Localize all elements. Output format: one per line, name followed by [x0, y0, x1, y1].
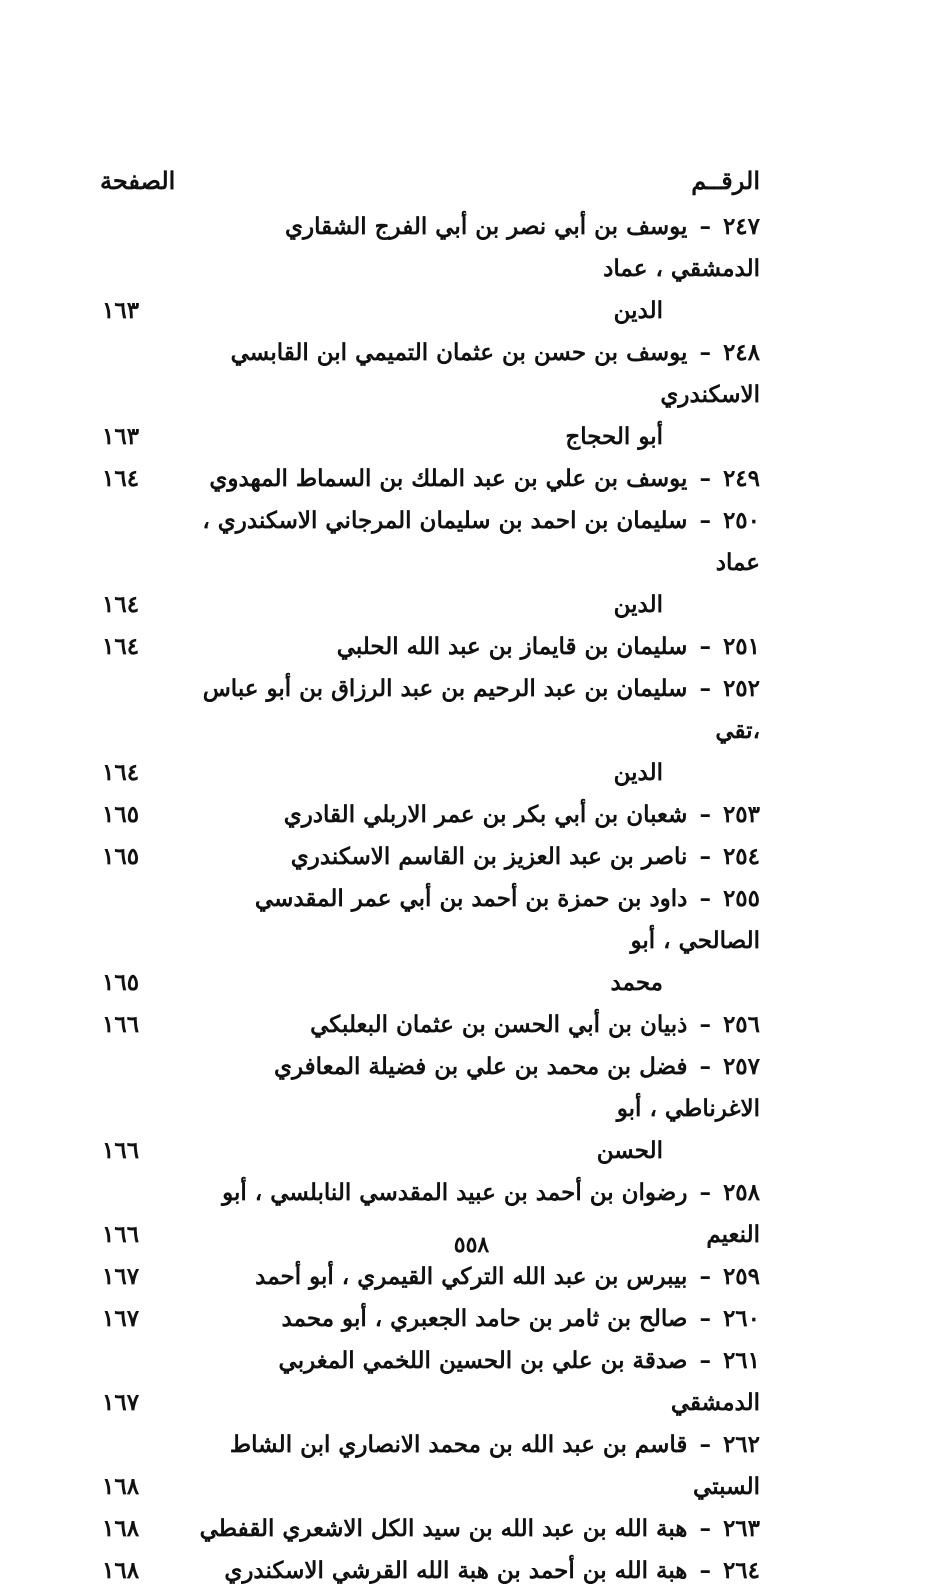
entry-number: ٢٥٢ [722, 675, 760, 702]
page-number: ٥٥٨ [453, 1232, 490, 1258]
entry-name: سليمان بن احمد بن سليمان المرجاني الاسكندري ، عماد [202, 507, 760, 576]
entry-name: صالح بن ثامر بن حامد الجعبري ، أبو محمد [281, 1305, 688, 1332]
entry-continuation: الحسن [596, 1137, 663, 1164]
entry-number: ٢٦٢ [722, 1431, 760, 1458]
entry-name: يوسف بن حسن بن عثمان التميمي ابن القابسي الاسكندري [230, 339, 760, 408]
entry-name: هبة الله بن عبد الله بن سيد الكل الاشعري القفطي [199, 1515, 688, 1542]
entry-page-number: ١٦٤ [102, 633, 140, 660]
entry-page-number: ١٦٨ [102, 1557, 140, 1584]
entry-dash: – [699, 1557, 711, 1584]
index-entry [100, 794, 760, 836]
entry-line [310, 1011, 760, 1038]
entry-line [195, 1046, 760, 1130]
entry-dash: – [699, 1305, 711, 1332]
entry-page-number: ١٦٣ [102, 297, 140, 324]
entry-page-number: ١٦٥ [102, 843, 140, 870]
entry-name: بيبرس بن عبد الله التركي القيمري ، أبو أحمد [255, 1263, 688, 1290]
entry-number: ٢٤٧ [722, 213, 760, 240]
entry-name: قاسم بن عبد الله بن محمد الانصاري ابن الشاط السبتي [229, 1431, 760, 1500]
entry-name: يوسف بن علي بن عبد الملك بن السماط المهدوي [209, 465, 688, 492]
index-entry [100, 1256, 760, 1298]
entry-page-number: ١٦٦ [102, 1011, 140, 1038]
index-entries [100, 206, 760, 1592]
entry-name: صدقة بن علي بن الحسين اللخمي المغربي الدمشقي [278, 1347, 760, 1416]
entry-line [209, 465, 760, 492]
index-entry [100, 1424, 760, 1508]
entry-page-number: ١٦٤ [102, 465, 140, 492]
entry-dash: – [699, 213, 711, 240]
entry-dash: – [699, 801, 711, 828]
index-entry [100, 206, 760, 332]
entry-line [195, 332, 760, 416]
entry-number: ٢٦١ [722, 1347, 760, 1374]
index-entry [100, 668, 760, 794]
entry-name: ذبيان بن أبي الحسن بن عثمان البعلبكي [310, 1011, 688, 1038]
index-header [100, 166, 760, 206]
entry-name: ناصر بن عبد العزيز بن القاسم الاسكندري [290, 843, 688, 870]
entry-dash: – [699, 843, 711, 870]
entry-number: ٢٥٩ [722, 1263, 760, 1290]
entry-page-number: ١٦٨ [102, 1515, 140, 1542]
entry-number: ٢٥٥ [722, 885, 760, 912]
entry-continuation: محمد [610, 969, 663, 996]
entry-number: ٢٤٩ [722, 465, 760, 492]
entry-number: ٢٦٤ [722, 1557, 760, 1584]
entry-name: سليمان بن عبد الرحيم بن عبد الرزاق بن أبو عباس ،تقي [202, 675, 760, 744]
entry-number: ٢٥١ [722, 633, 760, 660]
entry-page-number: ١٦٦ [102, 1137, 140, 1164]
entry-line [195, 500, 760, 584]
index-entry [100, 332, 760, 458]
entry-name: سليمان بن قايماز بن عبد الله الحلبي [336, 633, 688, 660]
entry-dash: – [699, 465, 711, 492]
entry-dash: – [699, 1053, 711, 1080]
entry-line [337, 633, 760, 660]
entry-number: ٢٦٠ [722, 1305, 760, 1332]
entry-line [279, 1347, 760, 1416]
entry-number: ٢٥٦ [722, 1011, 760, 1038]
entry-line [200, 1515, 760, 1542]
entry-line [230, 1431, 760, 1500]
entry-dash: – [699, 1515, 711, 1542]
entry-continuation: الدين [613, 759, 663, 786]
index-entry [100, 626, 760, 668]
entry-number: ٢٥٤ [722, 843, 760, 870]
index-entry [100, 1508, 760, 1550]
entry-line [195, 206, 760, 290]
entry-name: رضوان بن أحمد بن عبيد المقدسي النابلسي ، أبو النعيم [222, 1179, 760, 1248]
entry-page-number: ١٦٧ [102, 1263, 140, 1290]
entry-page-number: ١٦٨ [102, 1473, 140, 1500]
entry-page-number: ١٦٥ [102, 969, 140, 996]
index-entry [100, 836, 760, 878]
entry-page-number: ١٦٤ [102, 759, 140, 786]
entry-continuation: أبو الحجاج [565, 423, 663, 450]
entry-dash: – [699, 507, 711, 534]
entry-line [291, 843, 760, 870]
entry-number: ٢٤٨ [722, 339, 760, 366]
entry-line [224, 1557, 760, 1584]
entry-number: ٢٥٧ [722, 1053, 760, 1080]
entry-dash: – [699, 1179, 711, 1206]
index-entry [100, 500, 760, 626]
entry-page-number: ١٦٣ [102, 423, 140, 450]
page-column-heading: الصفحة [100, 166, 176, 195]
entry-continuation: الدين [613, 297, 663, 324]
number-column-heading: الرقــم [691, 166, 760, 195]
entry-dash: – [699, 339, 711, 366]
entry-name: داود بن حمزة بن أحمد بن أبي عمر المقدسي الصالحي ، أبو [254, 885, 760, 954]
entry-page-number: ١٦٦ [102, 1221, 140, 1248]
index-entry [100, 458, 760, 500]
entry-dash: – [699, 675, 711, 702]
entry-page-number: ١٦٥ [102, 801, 140, 828]
entry-line [195, 668, 760, 752]
entry-number: ٢٦٣ [722, 1515, 760, 1542]
entry-name: فضل بن محمد بن علي بن فضيلة المعافري الاغرناطي ، أبو [273, 1053, 760, 1122]
entry-name: شعبان بن أبي بكر بن عمر الاربلي القادري [283, 801, 688, 828]
entry-line [282, 1305, 760, 1332]
index-entry [100, 1004, 760, 1046]
entry-line [255, 1263, 760, 1290]
index-entry [100, 1046, 760, 1172]
entry-line [284, 801, 760, 828]
entry-number: ٢٥٨ [722, 1179, 760, 1206]
entry-dash: – [699, 1011, 711, 1038]
entry-number: ٢٥٠ [722, 507, 760, 534]
index-entry [100, 878, 760, 1004]
entry-dash: – [699, 885, 711, 912]
entry-dash: – [699, 1431, 711, 1458]
entry-page-number: ١٦٧ [102, 1389, 140, 1416]
entry-page-number: ١٦٧ [102, 1305, 140, 1332]
entry-continuation: الدين [613, 591, 663, 618]
entry-name: يوسف بن أبي نصر بن أبي الفرج الشقاري الدمشقي ، عماد [285, 213, 760, 282]
entry-line [195, 878, 760, 962]
entry-number: ٢٥٣ [722, 801, 760, 828]
index-entry [100, 1298, 760, 1340]
entry-dash: – [699, 1263, 711, 1290]
entry-name: هبة الله بن أحمد بن هبة الله القرشي الاسكندري [224, 1557, 688, 1584]
entry-dash: – [699, 633, 711, 660]
entry-page-number: ١٦٤ [102, 591, 140, 618]
index-entry [100, 1340, 760, 1424]
index-entry [100, 1550, 760, 1592]
entry-dash: – [699, 1347, 711, 1374]
